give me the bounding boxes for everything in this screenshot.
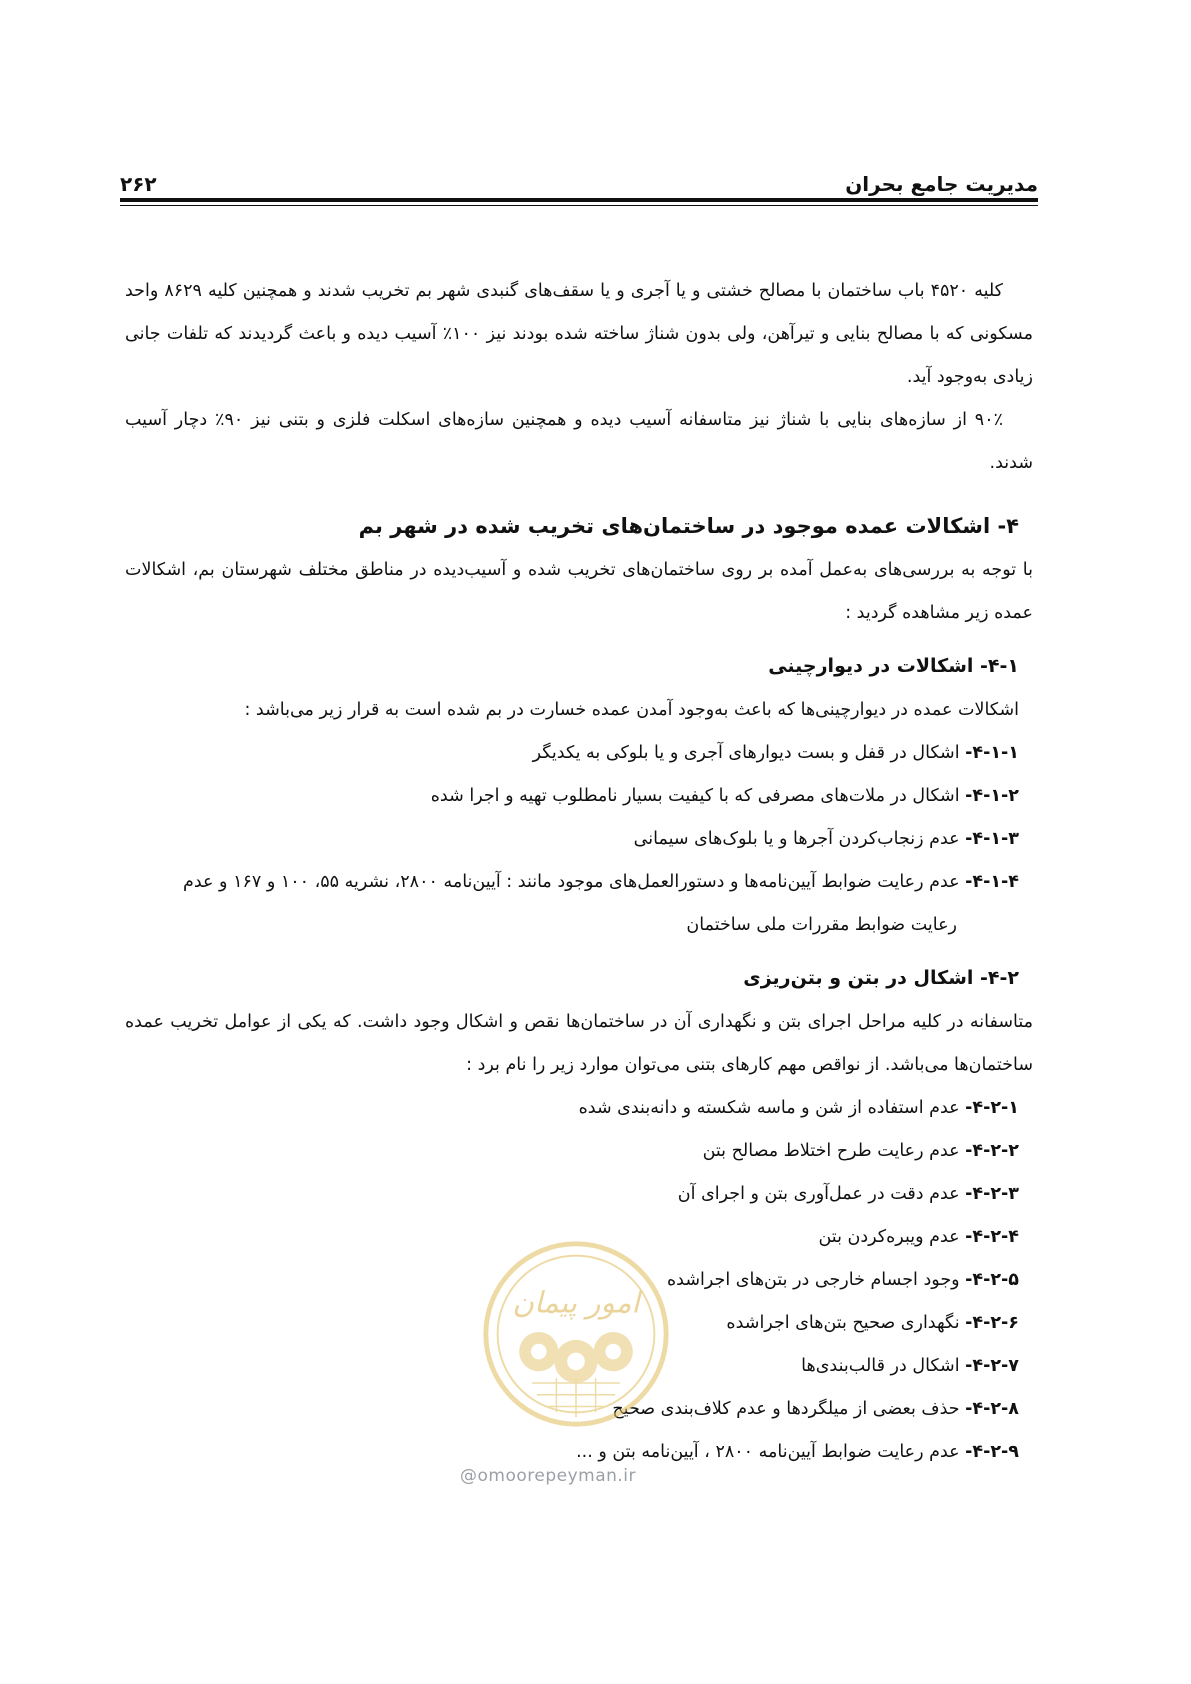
item-text: عدم دقت در عمل‌آوری بتن و اجرای آن <box>677 1184 966 1204</box>
item-text: عدم رعایت طرح اختلاط مصالح بتن <box>702 1141 966 1161</box>
item-text: عدم زنجاب‌کردن آجرها و یا بلوک‌های سیمانی <box>633 829 966 849</box>
item-number: ۴-۲-۷- <box>965 1356 1019 1376</box>
list-item <box>125 818 1033 861</box>
section-4-2-intro: متاسفانه در کلیه مراحل اجرای بتن و نگهداری آن در ساختمان‌ها نقص و اشکال وجود داشت. که یکی از عوامل تخریب عمده ساختمان‌ها می‌باشد. از نواقص مهم کارهای بتنی می‌توان موارد زیر را نام برد : <box>125 1012 1033 1075</box>
item-number: ۴-۲-۱- <box>965 1098 1019 1118</box>
watermark-logo <box>478 1236 674 1432</box>
list-item <box>125 861 1033 947</box>
item-number: ۴-۲-۴- <box>965 1227 1019 1247</box>
item-number: ۴-۲-۶- <box>965 1313 1019 1333</box>
section-4-intro: با توجه به بررسی‌های به‌عمل آمده بر روی ساختمان‌های تخریب شده و آسیب‌دیده در مناطق مختلف شهرستان بم، اشکالات عمده زیر مشاهده گردید : <box>125 560 1033 623</box>
item-number: ۴-۱-۴- <box>965 872 1019 892</box>
item-number: ۴-۲-۸- <box>965 1399 1019 1419</box>
list-item <box>125 1173 1033 1216</box>
item-text: اشکال در قالب‌بندی‌ها <box>801 1356 966 1376</box>
page-number: ۲۶۲ <box>120 172 157 196</box>
list-item <box>125 1087 1033 1130</box>
item-number: ۴-۱-۳- <box>965 829 1019 849</box>
item-text: عدم رعایت ضوابط آیین‌نامه‌ها و دستورالعمل‌های موجود مانند : آیین‌نامه ۲۸۰۰، نشریه ۵۵، ۱۰۰ و ۱۶۷ و عدم <box>183 872 966 892</box>
running-header <box>120 160 1038 196</box>
item-text: نگهداری صحیح بتن‌های اجراشده <box>726 1313 966 1333</box>
section-4-heading: ۴- اشکالات عمده موجود در ساختمان‌های تخریب شده در شهر بم <box>358 514 1019 538</box>
item-text: حذف بعضی از میلگردها و عدم کلاف‌بندی صحیح <box>612 1399 966 1419</box>
item-text: عدم استفاده از شن و ماسه شکسته و دانه‌بندی شده <box>578 1098 966 1118</box>
item-text: وجود اجسام خارجی در بتن‌های اجراشده <box>667 1270 966 1290</box>
watermark-url: @omoorepeyman.ir <box>460 1466 637 1486</box>
item-text: عدم ویبره‌کردن بتن <box>818 1227 966 1247</box>
item-text: اشکال در قفل و بست دیوارهای آجری و یا بلوکی به یکدیگر <box>532 743 966 763</box>
section-4-2-heading: ۴-۲- اشکال در بتن و بتن‌ریزی <box>743 967 1019 989</box>
header-rule-thin <box>120 205 1038 206</box>
watermark-logo-text: امور پیمان <box>512 1285 640 1320</box>
list-item <box>125 732 1033 775</box>
item-number: ۴-۲-۵- <box>965 1270 1019 1290</box>
item-number: ۴-۱-۲- <box>965 786 1019 806</box>
item-number: ۴-۱-۱- <box>965 743 1019 763</box>
section-4-1-intro: اشکالات عمده در دیوارچینی‌ها که باعث به‌وجود آمدن عمده خسارت در بم شده است به قرار زیر می‌باشد : <box>244 700 1019 720</box>
item-number: ۴-۲-۲- <box>965 1141 1019 1161</box>
section-4-1-heading: ۴-۱- اشکالات در دیوارچینی <box>768 655 1019 677</box>
item-text-continuation: رعایت ضوابط مقررات ملی ساختمان <box>686 915 957 935</box>
item-text: عدم رعایت ضوابط آیین‌نامه ۲۸۰۰ ، آیین‌نامه بتن و ... <box>576 1442 966 1462</box>
intro-paragraph-1: کلیه ۴۵۲۰ باب ساختمان با مصالح خشتی و یا آجری و یا سقف‌های گنبدی شهر بم تخریب شدند و همچنین کلیه ۸۶۲۹ واحد مسکونی که با مصالح بنایی و تیرآهن، ولی بدون شناژ ساخته شده بودند نیز ۱۰۰٪ آسیب دیده و باعث گردیدند که تلفات جانی زیادی به‌وجود آید. <box>125 281 1033 387</box>
item-number: ۴-۲-۳- <box>965 1184 1019 1204</box>
book-title: مدیریت جامع بحران <box>845 172 1038 196</box>
header-rule-thick <box>120 198 1038 202</box>
item-number: ۴-۲-۹- <box>965 1442 1019 1462</box>
intro-paragraph-2: ۹۰٪ از سازه‌های بنایی با شناژ نیز متاسفانه آسیب دیده و همچنین سازه‌های اسکلت فلزی و بتنی نیز ۹۰٪ دچار آسیب شدند. <box>125 410 1033 473</box>
list-item <box>125 775 1033 818</box>
item-text: اشکال در ملات‌های مصرفی که با کیفیت بسیار نامطلوب تهیه و اجرا شده <box>430 786 966 806</box>
list-item <box>125 1130 1033 1173</box>
